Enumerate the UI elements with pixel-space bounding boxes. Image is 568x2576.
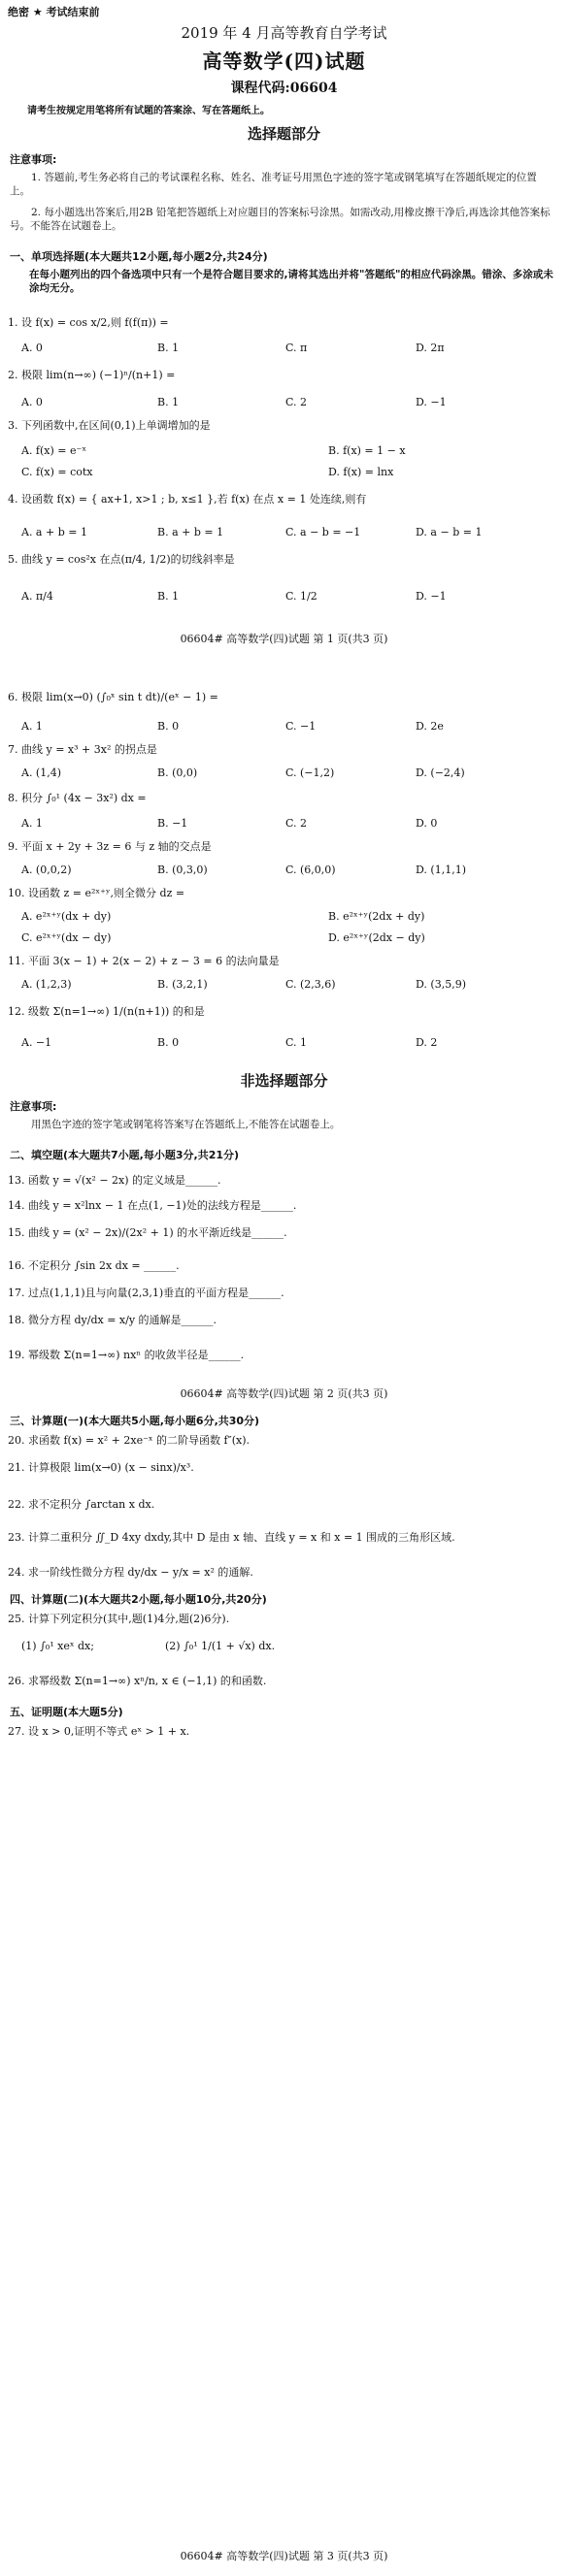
q9-option-b: B. (0,3,0) — [157, 864, 208, 876]
question-14: 14. 曲线 y = x²lnx − 1 在点(1, −1)处的法线方程是______. — [8, 1199, 297, 1212]
section-1-instruction: 在每小题列出的四个备选项中只有一个是符合题目要求的,请将其选出并将"答题纸"的相应代码涂黑。错涂、多涂或未涂均无分。 — [29, 269, 553, 295]
q9-option-a: A. (0,0,2) — [21, 864, 72, 876]
q2-option-d: D. −1 — [416, 396, 447, 408]
q6-option-c: C. −1 — [285, 720, 317, 733]
section-2-heading: 二、填空题(本大题共7小题,每小题3分,共21分) — [10, 1149, 240, 1161]
question-3: 3. 下列函数中,在区间(0,1)上单调增加的是 — [8, 419, 211, 432]
q6-option-b: B. 0 — [157, 720, 180, 733]
section-3-heading: 三、计算题(一)(本大题共5小题,每小题6分,共30分) — [10, 1415, 260, 1427]
q10-option-d: D. e²ˣ⁺ʸ(2dx − dy) — [328, 931, 425, 944]
q12-option-d: D. 2 — [416, 1036, 438, 1049]
q8-option-a: A. 1 — [21, 817, 43, 830]
q12-option-c: C. 1 — [285, 1036, 308, 1049]
question-17: 17. 过点(1,1,1)且与向量(2,3,1)垂直的平面方程是______. — [8, 1287, 284, 1299]
part2-notes-label: 注意事项: — [10, 1100, 57, 1113]
answer-notice: 请考生按规定用笔将所有试题的答案涂、写在答题纸上。 — [27, 106, 270, 116]
q7-option-d: D. (−2,4) — [416, 766, 465, 779]
question-27: 27. 设 x > 0,证明不等式 eˣ > 1 + x. — [8, 1725, 190, 1738]
exam-title: 高等数学(四)试题 — [202, 49, 366, 73]
q9-option-c: C. (6,0,0) — [285, 864, 336, 876]
q4-option-c: C. a − b = −1 — [285, 526, 361, 538]
question-6: 6. 极限 lim(x→0) (∫₀ˣ sin t dt)/(eˣ − 1) = — [8, 691, 218, 703]
q3-option-c: C. f(x) = cotx — [21, 466, 93, 478]
question-1: 1. 设 f(x) = cos x/2,则 f(f(π)) = — [8, 316, 169, 329]
q2-option-b: B. 1 — [157, 396, 180, 408]
q6-option-a: A. 1 — [21, 720, 43, 733]
question-4: 4. 设函数 f(x) = { ax+1, x>1 ; b, x≤1 },若 f(x) 在点 x = 1 处连续,则有 — [8, 493, 367, 505]
q1-option-d: D. 2π — [416, 342, 445, 354]
course-code: 课程代码:06604 — [230, 81, 338, 96]
q6-option-d: D. 2e — [416, 720, 444, 733]
page-2-footer: 06604# 高等数学(四)试题 第 2 页(共3 页) — [180, 1387, 388, 1400]
q5-option-a: A. π/4 — [21, 590, 53, 603]
question-18: 18. 微分方程 dy/dx = x/y 的通解是______. — [8, 1314, 217, 1326]
part2-title: 非选择题部分 — [240, 1072, 328, 1090]
question-25: 25. 计算下列定积分(其中,题(1)4分,题(2)6分). — [8, 1613, 230, 1625]
exam-session: 2019 年 4 月高等教育自学考试 — [181, 24, 387, 42]
page-3-footer: 06604# 高等数学(四)试题 第 3 页(共3 页) — [180, 2550, 388, 2562]
q7-option-b: B. (0,0) — [157, 766, 198, 779]
q8-option-b: B. −1 — [157, 817, 188, 830]
q5-option-c: C. 1/2 — [285, 590, 317, 603]
part1-title: 选择题部分 — [247, 125, 320, 143]
q1-option-c: C. π — [285, 342, 308, 354]
q3-option-b: B. f(x) = 1 − x — [328, 444, 406, 457]
q9-option-d: D. (1,1,1) — [416, 864, 466, 876]
question-2: 2. 极限 lim(n→∞) (−1)ⁿ/(n+1) = — [8, 369, 176, 381]
question-13: 13. 函数 y = √(x² − 2x) 的定义域是______. — [8, 1174, 221, 1187]
question-22: 22. 求不定积分 ∫arctan x dx. — [8, 1498, 155, 1511]
q11-option-d: D. (3,5,9) — [416, 978, 466, 991]
question-23: 23. 计算二重积分 ∬_D 4xy dxdy,其中 D 是由 x 轴、直线 y = x 和 x = 1 围成的三角形区域. — [8, 1531, 455, 1544]
question-12: 12. 级数 Σ(n=1→∞) 1/(n(n+1)) 的和是 — [8, 1005, 205, 1018]
q1-option-b: B. 1 — [157, 342, 180, 354]
question-8: 8. 积分 ∫₀¹ (4x − 3x²) dx = — [8, 792, 147, 804]
section-5-heading: 五、证明题(本大题5分) — [10, 1706, 123, 1718]
question-5: 5. 曲线 y = cos²x 在点(π/4, 1/2)的切线斜率是 — [8, 553, 235, 566]
part1-note-2: 2. 每小题选出答案后,用2B 铅笔把答题纸上对应题目的答案标号涂黑。如需改动,用橡皮擦干净后,再选涂其他答案标号。不能答在试题卷上。 — [10, 207, 551, 233]
question-19: 19. 幂级数 Σ(n=1→∞) nxⁿ 的收敛半径是______. — [8, 1349, 245, 1361]
confidential-mark: 绝密 ★ 考试结束前 — [8, 6, 100, 18]
q10-option-b: B. e²ˣ⁺ʸ(2dx + dy) — [328, 910, 425, 923]
q2-option-a: A. 0 — [21, 396, 43, 408]
q11-option-c: C. (2,3,6) — [285, 978, 336, 991]
question-25-part-2: (2) ∫₀¹ 1/(1 + √x) dx. — [165, 1640, 276, 1652]
section-1-heading: 一、单项选择题(本大题共12小题,每小题2分,共24分) — [10, 250, 268, 263]
part1-note-1: 1. 答题前,考生务必将自己的考试课程名称、姓名、准考证号用黑色字迹的签字笔或钢笔填写在答题纸规定的位置上。 — [10, 172, 537, 198]
question-21: 21. 计算极限 lim(x→0) (x − sinx)/x³. — [8, 1461, 194, 1474]
q4-option-a: A. a + b = 1 — [21, 526, 87, 538]
section-4-heading: 四、计算题(二)(本大题共2小题,每小题10分,共20分) — [10, 1593, 267, 1606]
question-16: 16. 不定积分 ∫sin 2x dx = ______. — [8, 1259, 180, 1272]
q3-option-d: D. f(x) = lnx — [328, 466, 394, 478]
question-20: 20. 求函数 f(x) = x² + 2xe⁻ˣ 的二阶导函数 f″(x). — [8, 1434, 251, 1447]
q7-option-c: C. (−1,2) — [285, 766, 335, 779]
q11-option-a: A. (1,2,3) — [21, 978, 72, 991]
q4-option-b: B. a + b = 1 — [157, 526, 224, 538]
part1-notes-label: 注意事项: — [10, 153, 57, 166]
question-9: 9. 平面 x + 2y + 3z = 6 与 z 轴的交点是 — [8, 840, 212, 853]
question-7: 7. 曲线 y = x³ + 3x² 的拐点是 — [8, 743, 157, 756]
q12-option-b: B. 0 — [157, 1036, 180, 1049]
q11-option-b: B. (3,2,1) — [157, 978, 208, 991]
q7-option-a: A. (1,4) — [21, 766, 62, 779]
question-15: 15. 曲线 y = (x² − 2x)/(2x² + 1) 的水平渐近线是______. — [8, 1226, 287, 1239]
part2-note: 用黑色字迹的签字笔或钢笔将答案写在答题纸上,不能答在试题卷上。 — [31, 1119, 341, 1130]
q1-option-a: A. 0 — [21, 342, 43, 354]
q2-option-c: C. 2 — [285, 396, 308, 408]
question-26: 26. 求幂级数 Σ(n=1→∞) xⁿ/n, x ∈ (−1,1) 的和函数. — [8, 1675, 267, 1687]
q5-option-d: D. −1 — [416, 590, 447, 603]
page-1-footer: 06604# 高等数学(四)试题 第 1 页(共3 页) — [180, 633, 388, 645]
q8-option-d: D. 0 — [416, 817, 438, 830]
q12-option-a: A. −1 — [21, 1036, 52, 1049]
q8-option-c: C. 2 — [285, 817, 308, 830]
q10-option-a: A. e²ˣ⁺ʸ(dx + dy) — [21, 910, 112, 923]
q10-option-c: C. e²ˣ⁺ʸ(dx − dy) — [21, 931, 112, 944]
question-10: 10. 设函数 z = e²ˣ⁺ʸ,则全微分 dz = — [8, 887, 185, 899]
q4-option-d: D. a − b = 1 — [416, 526, 483, 538]
question-24: 24. 求一阶线性微分方程 dy/dx − y/x = x² 的通解. — [8, 1566, 253, 1579]
question-25-part-1: (1) ∫₀¹ xeˣ dx; — [21, 1640, 94, 1652]
question-11: 11. 平面 3(x − 1) + 2(x − 2) + z − 3 = 6 的法向量是 — [8, 955, 280, 967]
q5-option-b: B. 1 — [157, 590, 180, 603]
q3-option-a: A. f(x) = e⁻ˣ — [21, 444, 86, 457]
